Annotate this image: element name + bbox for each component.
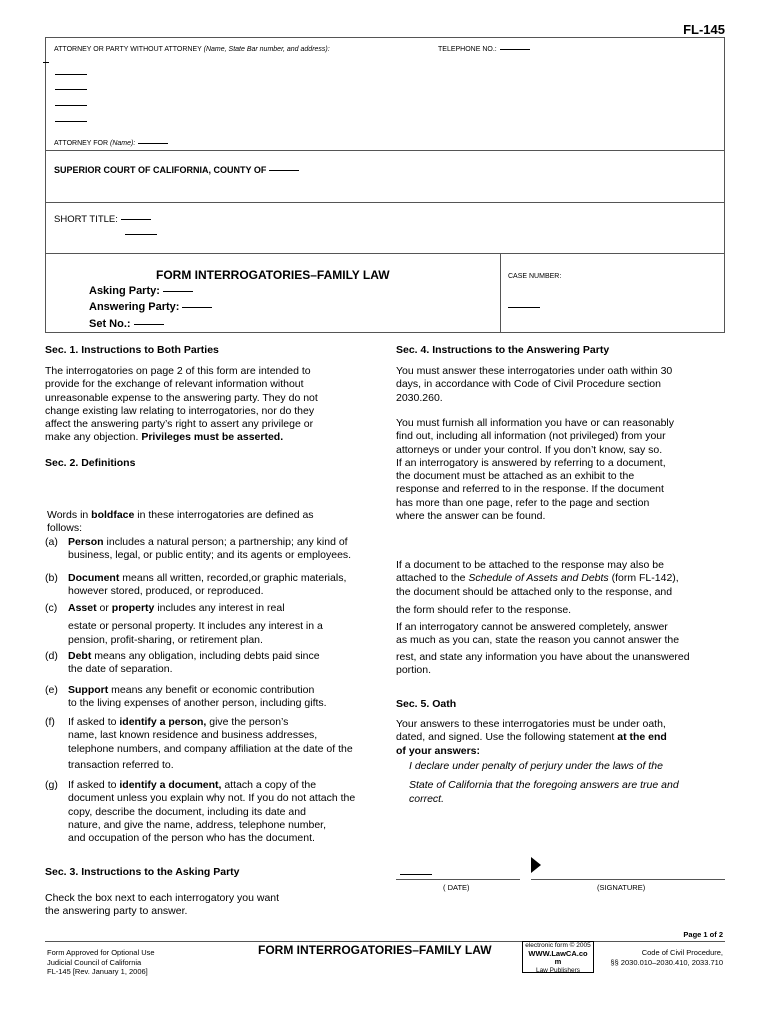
form-id: FL-145 [683, 22, 725, 37]
court-label: SUPERIOR COURT OF CALIFORNIA, COUNTY OF [54, 165, 299, 175]
definition-e: (e) Support means any benefit or economic contribution to the living expenses of another person, including gifts. [45, 684, 327, 710]
date-label: ( DATE) [443, 883, 470, 892]
attorney-line-2[interactable] [55, 89, 87, 90]
sign-here-arrow-icon [531, 857, 541, 873]
date-entry-line[interactable] [400, 874, 432, 875]
footer-code: Code of Civil Procedure, §§ 2030.010–2030.410, 2033.710 [610, 948, 723, 967]
sec4-para-1: You must answer these interrogatories under oath within 30 days, in accordance with Code of Civil Procedure section 2030.260. [396, 365, 673, 404]
sec1-title: Sec. 1. Instructions to Both Parties [45, 344, 219, 356]
sec5-title: Sec. 5. Oath [396, 698, 457, 710]
definition-a: (a) Person includes a natural person; a partnership; any kind of business, legal, or public entity; and its agents or employees. [45, 536, 352, 562]
attorney-label: ATTORNEY OR PARTY WITHOUT ATTORNEY (Name, State Bar number, and address): [54, 46, 330, 53]
attorney-line-3[interactable] [55, 105, 87, 106]
sec3-body: Check the box next to each interrogatory you want the answering party to answer. [45, 892, 280, 918]
attorney-for-label: ATTORNEY FOR (Name): [54, 140, 168, 147]
definition-b: (b) Document means all written, recorded,or graphic materials, however stored, produced, or reproduced. [45, 572, 347, 598]
page-number: Page 1 of 2 [683, 930, 723, 939]
attorney-box [45, 37, 725, 151]
definition-g: (g) If asked to identify a document, attach a copy of the document unless you explain why not. If you do not attach the copy, describe the document, including its date and nature, and give the name, address, telephone number, and occupation of the person who has the document. [45, 779, 356, 845]
sec2-title: Sec. 2. Definitions [45, 457, 136, 469]
court-box [45, 150, 725, 203]
sec5-body: Your answers to these interrogatories must be under oath, dated, and signed. Use the following statement at the end of your answers: [396, 718, 667, 757]
footer-rule [45, 941, 725, 942]
title-box [45, 253, 725, 333]
answering-party-label: Answering Party: [89, 301, 212, 313]
sec2-intro: Words in boldface in these interrogatories are defined as follows: [47, 509, 314, 535]
sec4-para-2: You must furnish all information you have or can reasonably find out, including all information (not privileged) from your attorneys or under your control. If you don’t know, say so. If an interrogatory is answered by referring to a document, the document must be attached as an exhibit to the response and referred to in the response. If the document has more than one page, refer to the page and section where the answer can be found. [396, 417, 675, 523]
sec1-body: The interrogatories on page 2 of this form are intended to provide for the exchange of relevant information without unreasonable expense to the answering party. They do not change existing law relating to interrogatories, nor do they affect the answering party’s right to assert any privilege or make any objection. Privileges must be asserted. [45, 365, 318, 444]
sec4-para-3: If a document to be attached to the response may also be attached to the Schedule of Assets and Debts (form FL-142), the document should be attached only to the response, and the form should refer to the response. [396, 559, 679, 616]
sec3-title: Sec. 3. Instructions to the Asking Party [45, 866, 240, 878]
oath-statement: I declare under penalty of perjury under the laws of the State of California that the foregoing answers are true and correct. [409, 760, 679, 805]
sec4-para-4: If an interrogatory cannot be answered completely, answer as much as you can, state the reason you cannot answer the rest, and state any information you have about the unanswered portion. [396, 621, 690, 676]
margin-tick [43, 62, 49, 63]
short-title-line[interactable] [125, 234, 157, 235]
signature-line[interactable] [531, 879, 725, 880]
definition-f: (f) If asked to identify a person, give the person’s name, last known residence and business addresses, telephone numbers, and company affiliation at the date of the transaction referred to. [45, 716, 353, 771]
sec4-title: Sec. 4. Instructions to the Answering Party [396, 344, 610, 356]
date-line[interactable] [396, 879, 520, 880]
footer-title: FORM INTERROGATORIES–FAMILY LAW [258, 943, 492, 957]
attorney-line-4[interactable] [55, 121, 87, 122]
signature-label: (SIGNATURE) [597, 883, 646, 892]
definition-c: (c) Asset or property includes any interest in real estate or personal property. It includes any interest in a pension, profit-sharing, or retirement plan. [45, 602, 323, 646]
footer-approval: Form Approved for Optional Use Judicial Council of California FL-145 [Rev. January 1, 2006] [47, 948, 155, 976]
form-title: FORM INTERROGATORIES–FAMILY LAW [156, 268, 390, 282]
case-number-label: CASE NUMBER: [508, 273, 562, 280]
asking-party-label: Asking Party: [89, 285, 193, 297]
short-title-box [45, 202, 725, 254]
case-number-line[interactable] [508, 307, 540, 308]
attorney-line-1[interactable] [55, 74, 87, 75]
telephone-label: TELEPHONE NO.: [438, 46, 530, 53]
definition-d: (d) Debt means any obligation, including debts paid since the date of separation. [45, 650, 320, 676]
publisher-stamp: electronic form © 2005 WWW.LawCA.co m Law Publishers [522, 941, 594, 973]
set-no-label: Set No.: [89, 318, 164, 330]
short-title-label: SHORT TITLE: [54, 214, 151, 225]
